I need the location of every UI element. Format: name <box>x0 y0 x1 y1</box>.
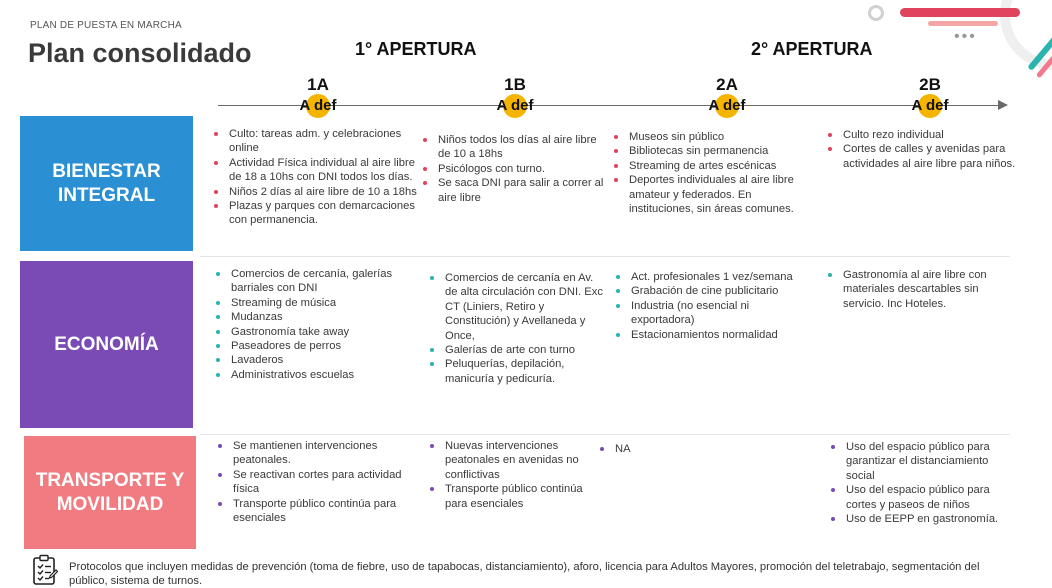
row-label-transporte <box>24 436 196 549</box>
phase-2a <box>687 74 767 116</box>
phase-1a <box>278 74 358 116</box>
cell-bienestar-2a <box>612 130 798 216</box>
phase-code: 2B <box>919 75 941 94</box>
bullet-item: Uso de EEPP en gastronomía. <box>829 512 1019 526</box>
bullet-item: Deportes individuales al aire libre amateur y federados. En instituciones, sin áreas comunes. <box>612 173 798 216</box>
bullet-item: Peluquerías, depilación, manicuría y pedicuría. <box>428 357 606 386</box>
bullet-item: Nuevas intervenciones peatonales en avenidas no conflictivas <box>428 439 608 482</box>
cell-economia-1b <box>428 271 606 386</box>
bullet-item: Psicólogos con turno. <box>421 162 611 176</box>
bullet-item: Act. profesionales 1 vez/semana <box>614 270 804 284</box>
row-divider <box>200 256 1010 257</box>
page-title: Plan consolidado <box>28 38 252 68</box>
bullet-item: Estacionamientos normalidad <box>614 328 804 342</box>
cell-bienestar-1b <box>421 133 611 205</box>
cell-economia-2a <box>614 270 804 342</box>
bullet-item: Galerías de arte con turno <box>428 343 606 357</box>
bullet-item: Culto: tareas adm. y celebraciones online <box>212 127 422 156</box>
bullet-item: Streaming de música <box>214 296 419 310</box>
bullet-item: Mudanzas <box>214 310 419 324</box>
bullet-item: Bibliotecas sin permanencia <box>612 144 798 158</box>
bullet-item: Gastronomía take away <box>214 325 419 339</box>
bullet-item: Gastronomía al aire libre con materiales descartables sin servicio. Inc Hoteles. <box>826 268 1016 311</box>
decorative-red-bar <box>900 8 1020 17</box>
cell-economia-2b <box>826 268 1016 311</box>
decorative-pink-bar <box>928 21 998 26</box>
checklist-icon <box>32 554 58 586</box>
phase-label: A def <box>299 97 337 114</box>
row-label-economia <box>20 261 193 428</box>
phase-code: 1A <box>307 75 329 94</box>
more-dots-icon: ••• <box>954 28 977 45</box>
apertura-1-heading: 1° APERTURA <box>355 39 477 59</box>
bullet-item: Uso del espacio público para garantizar el distanciamiento social <box>829 440 1019 483</box>
bullet-item: Culto rezo individual <box>826 128 1026 142</box>
row-label-text: TRANSPORTE Y MOVILIDAD <box>35 469 185 515</box>
phase-label: A def <box>496 97 534 114</box>
bullet-item: Industria (no esencial ni exportadora) <box>614 299 804 328</box>
bullet-item: Niños todos los días al aire libre de 10 a 18hs <box>421 133 611 162</box>
phase-label: A def <box>911 97 949 114</box>
bullet-item: Comercios de cercanía, galerías barriales con DNI <box>214 267 419 296</box>
phase-code: 1B <box>504 75 526 94</box>
phase-code: 2A <box>716 75 738 94</box>
bullet-item: Cortes de calles y avenidas para actividades al aire libre para niños. <box>826 142 1026 171</box>
row-label-bienestar <box>20 116 193 251</box>
page-supertitle: PLAN DE PUESTA EN MARCHA <box>30 20 182 31</box>
bullet-item: Streaming de artes escénicas <box>612 159 798 173</box>
decorative-ring <box>868 5 884 21</box>
bullet-item: Administrativos escuelas <box>214 368 419 382</box>
bullet-item: Museos sin público <box>612 130 798 144</box>
bullet-item: NA <box>598 442 678 456</box>
bullet-item: Grabación de cine publicitario <box>614 284 804 298</box>
cell-transporte-2a <box>598 442 678 456</box>
phase-2b <box>890 74 970 116</box>
row-label-text: BIENESTAR INTEGRAL <box>52 160 161 206</box>
phase-label: A def <box>708 97 746 114</box>
bullet-item: Uso del espacio público para cortes y paseos de niños <box>829 483 1019 512</box>
footer-protocols-note: Protocolos que incluyen medidas de prevención (toma de fiebre, uso de tapabocas, distanciamiento), aforo, licencia para Adultos Mayores, promoción del teletrabajo, segmentación del público, sistema de turnos. <box>69 561 980 587</box>
cell-transporte-1a <box>216 439 416 525</box>
bullet-item: Paseadores de perros <box>214 339 419 353</box>
bullet-item: Niños 2 días al aire libre de 10 a 18hs <box>212 185 422 199</box>
bullet-item: Transporte público continúa para esenciales <box>216 497 416 526</box>
bullet-item: Se mantienen intervenciones peatonales. <box>216 439 416 468</box>
apertura-2-heading: 2° APERTURA <box>751 39 873 59</box>
row-label-text: ECONOMÍA <box>54 333 159 355</box>
bullet-item: Comercios de cercanía en Av. de alta circulación con DNI. Exc CT (Liniers, Retiro y Constitución) y Avellaneda y Once, <box>428 271 606 343</box>
cell-economia-1a <box>214 267 419 382</box>
phase-1b <box>475 74 555 116</box>
cell-transporte-2b <box>829 440 1019 526</box>
bullet-item: Se reactivan cortes para actividad física <box>216 468 416 497</box>
bullet-item: Plazas y parques con demarcaciones con permanencia. <box>212 199 422 228</box>
bullet-item: Actividad Física individual al aire libre de 18 a 10hs con DNI todos los días. <box>212 156 422 185</box>
row-divider <box>200 434 1010 435</box>
timeline-arrow-icon <box>998 100 1008 110</box>
bullet-item: Se saca DNI para salir a correr al aire libre <box>421 176 611 205</box>
cell-bienestar-2b <box>826 128 1026 171</box>
cell-bienestar-1a <box>212 127 422 228</box>
bullet-item: Lavaderos <box>214 353 419 367</box>
bullet-item: Transporte público continúa para esenciales <box>428 482 608 511</box>
cell-transporte-1b <box>428 439 608 511</box>
